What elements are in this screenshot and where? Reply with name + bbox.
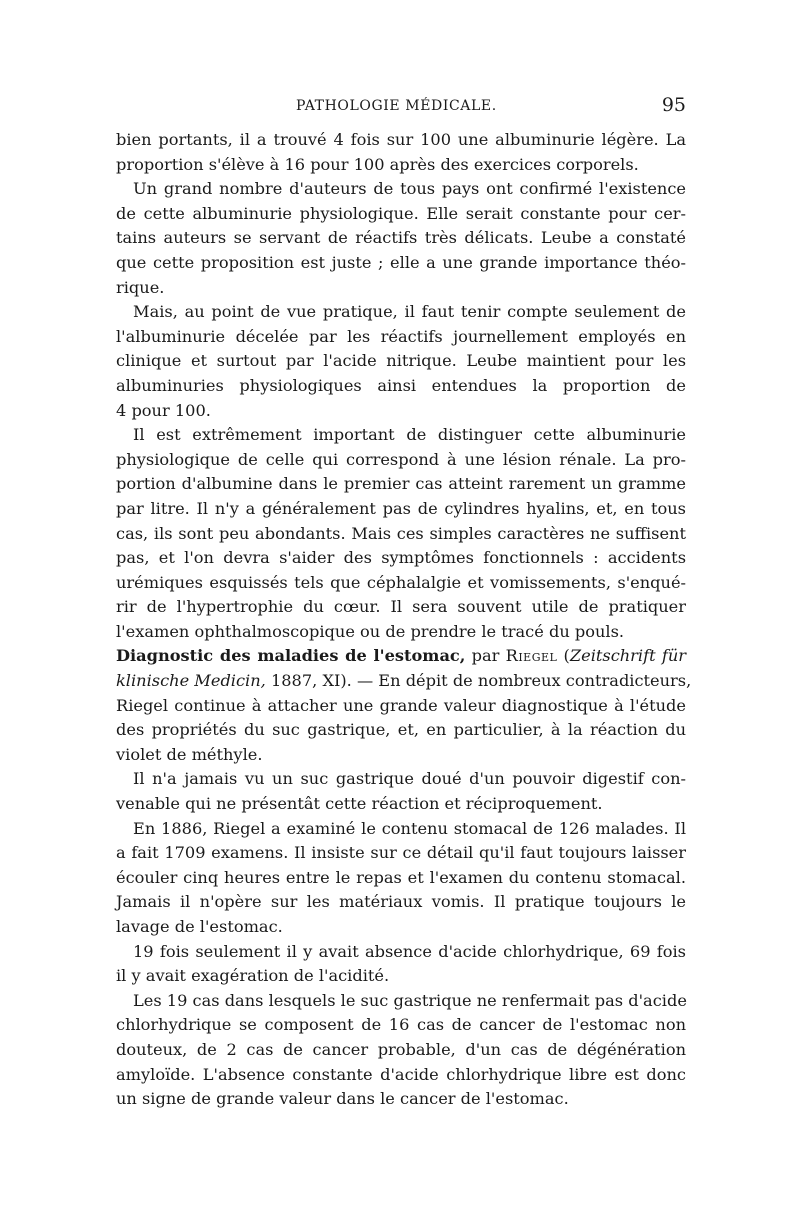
text-line: rique. bbox=[116, 277, 165, 297]
journal-title-part-1: Zeitschrift für bbox=[569, 646, 686, 666]
text-line: lavage de l'estomac. bbox=[116, 917, 283, 936]
author-name: Riegel bbox=[505, 646, 558, 666]
text-line: que cette proposition est juste ; elle a une grande importance théo- bbox=[116, 252, 686, 272]
text-line: En 1886, Riegel a examiné le contenu stomacal de 126 malades. Il bbox=[133, 818, 686, 838]
text-line: un signe de grande valeur dans le cancer de l'estomac. bbox=[116, 1089, 569, 1109]
text-line: Les 19 cas dans lesquels le suc gastrique ne renfermait pas d'acide bbox=[133, 990, 687, 1010]
text-line: clinique et surtout par l'acide nitrique. Leube maintient pour les bbox=[116, 351, 686, 371]
section-heading: Diagnostic des maladies de l'estomac, bbox=[116, 646, 466, 666]
text-line: Jamais il n'opère sur les matériaux vomis. Il pratique toujours le bbox=[116, 892, 686, 912]
running-head bbox=[116, 94, 686, 124]
citation-rest: 1887, XI). — En dépit de nombreux contradicteurs, bbox=[265, 671, 692, 691]
text-line: urémiques esquissés tels que céphalalgie et vomissements, s'enqué- bbox=[116, 572, 686, 592]
text-line: Mais, au point de vue pratique, il faut tenir compte seulement de bbox=[133, 302, 686, 322]
text-line: physiologique de celle qui correspond à une lésion rénale. La pro- bbox=[116, 449, 686, 469]
body-text bbox=[116, 128, 692, 1112]
text-line: douteux, de 2 cas de cancer probable, d'un cas de dégénération bbox=[116, 1039, 686, 1059]
text-line: bien portants, il a trouvé 4 fois sur 100 une albuminurie légère. La bbox=[116, 130, 686, 149]
text-line: tains auteurs se servant de réactifs très délicats. Leube a constaté bbox=[116, 228, 686, 248]
text-line: cas, ils sont peu abondants. Mais ces simples caractères ne suffisent bbox=[116, 523, 686, 543]
text-line: Il n'a jamais vu un suc gastrique doué d'un pouvoir digestif con- bbox=[133, 769, 686, 789]
paragraphs-albuminurie bbox=[116, 128, 686, 644]
text-line: de cette albuminurie physiologique. Elle serait constante pour cer- bbox=[116, 203, 686, 223]
text-line: l'albuminurie décelée par les réactifs journellement employés en bbox=[116, 326, 686, 346]
text-line: il y avait exagération de l'acidité. bbox=[116, 966, 390, 986]
citation-open: ( bbox=[557, 646, 570, 666]
page-number: 95 bbox=[661, 94, 686, 116]
paragraphs-estomac bbox=[116, 694, 686, 1112]
text-line: l'examen ophthalmoscopique ou de prendre le tracé du pouls. bbox=[116, 621, 625, 641]
text-line: violet de méthyle. bbox=[116, 744, 263, 764]
text-line: Riegel continue à attacher une grande valeur diagnostique à l'étude bbox=[116, 695, 686, 715]
text-line: Il est extrêmement important de distinguer cette albuminurie bbox=[133, 425, 686, 445]
diagnostic-heading-line-1 bbox=[116, 644, 686, 669]
running-title: PATHOLOGIE MÉDICALE. bbox=[296, 98, 497, 114]
text-line: proportion s'élève à 16 pour 100 après des exercices corporels. bbox=[116, 154, 639, 174]
text-line: pas, et l'on devra s'aider des symptômes fonctionnels : accidents bbox=[116, 548, 686, 568]
text-line: amyloïde. L'absence constante d'acide chlorhydrique libre est donc bbox=[116, 1064, 686, 1084]
heading-par: par bbox=[465, 646, 506, 666]
text-line: portion d'albumine dans le premier cas atteint rarement un gramme bbox=[116, 474, 686, 494]
text-line: par litre. Il n'y a généralement pas de cylindres hyalins, et, en tous bbox=[116, 498, 686, 518]
text-line: albuminuries physiologiques ainsi entendues la proportion de bbox=[116, 375, 686, 395]
diagnostic-heading-line-2 bbox=[116, 669, 692, 694]
text-line: écouler cinq heures entre le repas et l'examen du contenu stomacal. bbox=[116, 867, 686, 887]
text-line: rir de l'hypertrophie du cœur. Il sera souvent utile de pratiquer bbox=[116, 597, 686, 617]
text-line: Un grand nombre d'auteurs de tous pays ont confirmé l'existence bbox=[133, 179, 686, 199]
text-line: 4 pour 100. bbox=[116, 400, 211, 420]
text-line: des propriétés du suc gastrique, et, en particulier, à la réaction du bbox=[116, 720, 686, 740]
text-line: 19 fois seulement il y avait absence d'acide chlorhydrique, 69 fois bbox=[133, 941, 686, 961]
text-line: a fait 1709 examens. Il insiste sur ce détail qu'il faut toujours laisser bbox=[116, 843, 686, 863]
text-line: venable qui ne présentât cette réaction et réciproquement. bbox=[116, 794, 603, 814]
text-line: chlorhydrique se composent de 16 cas de cancer de l'estomac non bbox=[116, 1015, 686, 1035]
journal-title-part-2: klinische Medicin, bbox=[116, 671, 266, 691]
